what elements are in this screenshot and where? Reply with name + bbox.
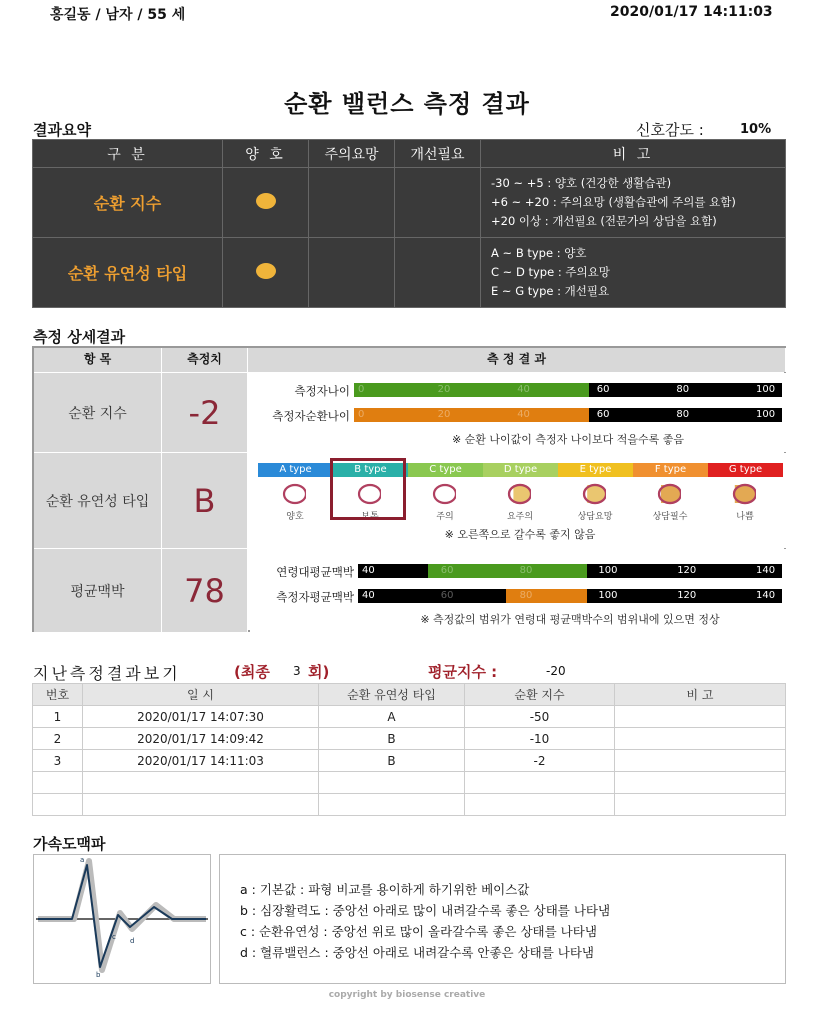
table-cell: B bbox=[319, 750, 465, 772]
average-index-value: -20 bbox=[546, 664, 566, 678]
table-cell: -10 bbox=[465, 728, 615, 750]
table-cell bbox=[615, 706, 786, 728]
table-row bbox=[33, 706, 786, 728]
legend-item: b : 심장활력도 : 중앙선 아래로 많이 내려갈수록 좋은 상태를 나타냄 bbox=[240, 903, 611, 918]
table-cell bbox=[319, 794, 465, 816]
tick-label: 40 bbox=[517, 409, 530, 420]
history-count-suffix: 회) bbox=[308, 663, 330, 681]
type-label: F type bbox=[633, 463, 708, 477]
detail-panel bbox=[32, 346, 786, 632]
table-cell bbox=[83, 772, 319, 794]
type-circle-label: 주의 bbox=[436, 512, 454, 522]
tick-label: 60 bbox=[596, 409, 610, 420]
col-header: 순환 지수 bbox=[465, 684, 615, 706]
type-label: G type bbox=[708, 463, 783, 477]
average-index-label: 평균지수 : bbox=[428, 663, 498, 681]
tick-label: 60 bbox=[596, 384, 610, 395]
bar-label: 연령대평균맥박 bbox=[276, 565, 354, 579]
type-circle-label: 요주의 bbox=[506, 512, 534, 522]
tick-label: 40 bbox=[362, 565, 375, 576]
summary-table bbox=[32, 139, 786, 308]
table-row bbox=[33, 728, 786, 750]
col-header: 주의요망 bbox=[309, 140, 395, 168]
tick-label: 20 bbox=[437, 409, 451, 420]
circ-index-result bbox=[250, 373, 786, 452]
history-title: 지난측정결과보기 bbox=[33, 664, 181, 683]
table-cell: 2020/01/17 14:11:03 bbox=[83, 750, 319, 772]
table-cell: 2020/01/17 14:07:30 bbox=[83, 706, 319, 728]
bar-label: 측정자평균맥박 bbox=[276, 590, 354, 604]
type-circle-label: 양호 bbox=[286, 512, 304, 522]
row-label: 순환 지수 bbox=[34, 372, 162, 452]
col-header: 비 고 bbox=[481, 140, 786, 168]
apg-waveform bbox=[33, 854, 211, 984]
table-cell: 2020/01/17 14:09:42 bbox=[83, 728, 319, 750]
col-header: 비 고 bbox=[615, 684, 786, 706]
point-b-label: b bbox=[96, 971, 101, 979]
col-header: 일 시 bbox=[83, 684, 319, 706]
detail-section-title: 측정 상세결과 bbox=[33, 328, 126, 346]
type-circle-icon bbox=[282, 483, 306, 505]
tick-label: 60 bbox=[440, 565, 454, 576]
type-circle-icon bbox=[432, 483, 456, 505]
apg-legend bbox=[219, 854, 786, 984]
tick-label: 100 bbox=[598, 565, 618, 576]
table-cell bbox=[615, 794, 786, 816]
note-cell: A ~ B type : 양호 C ~ D type : 주의요망 E ~ G type : 개선필요 bbox=[481, 238, 786, 308]
col-header: 번호 bbox=[33, 684, 83, 706]
type-circle-icon bbox=[732, 483, 756, 505]
tick-label: 0 bbox=[358, 409, 365, 420]
table-cell: 2 bbox=[33, 728, 83, 750]
type-circle-label: 나쁨 bbox=[736, 512, 754, 522]
apg-section-title: 가속도맥파 bbox=[33, 835, 106, 853]
table-cell: -50 bbox=[465, 706, 615, 728]
summary-section-title: 결과요약 bbox=[33, 121, 91, 139]
tick-label: 100 bbox=[756, 384, 776, 395]
report-datetime: 2020/01/17 14:11:03 bbox=[610, 4, 773, 20]
table-cell: A bbox=[319, 706, 465, 728]
row-label: 순환 유연성 타입 bbox=[33, 238, 223, 308]
point-a-label: a bbox=[80, 856, 85, 864]
table-cell bbox=[33, 794, 83, 816]
tick-label: 100 bbox=[756, 409, 776, 420]
page-title: 순환 밸런스 측정 결과 bbox=[284, 90, 530, 118]
status-cell bbox=[223, 238, 309, 308]
table-row bbox=[33, 772, 786, 794]
type-circle-label: 상담필수 bbox=[652, 512, 688, 522]
measured-value: -2 bbox=[162, 372, 248, 452]
note-cell: -30 ~ +5 : 양호 (건강한 생활습관) +6 ~ +20 : 주의요망 (생활습관에 주의를 요함) +20 이상 : 개선필요 (전문가의 상담을 요함) bbox=[481, 168, 786, 238]
age-group-pulse-bar bbox=[358, 564, 782, 578]
note-text: ※ 순환 나이값이 측정자 나이보다 적을수록 좋음 bbox=[451, 433, 685, 446]
row-label: 순환 지수 bbox=[33, 168, 223, 238]
table-cell bbox=[83, 794, 319, 816]
tick-label: 40 bbox=[517, 384, 530, 395]
tick-label: 80 bbox=[519, 565, 533, 576]
tick-label: 120 bbox=[677, 565, 697, 576]
tick-label: 140 bbox=[756, 590, 776, 601]
col-header: 순환 유연성 타입 bbox=[319, 684, 465, 706]
history-table bbox=[32, 683, 786, 816]
col-header: 측정치 bbox=[162, 348, 248, 372]
note-text: ※ 오른쪽으로 갈수록 좋지 않음 bbox=[444, 528, 596, 541]
table-cell bbox=[615, 728, 786, 750]
row-label: 순환 유연성 타입 bbox=[34, 452, 162, 548]
tick-label: 140 bbox=[756, 565, 776, 576]
table-cell bbox=[319, 772, 465, 794]
status-cell bbox=[223, 168, 309, 238]
table-cell bbox=[465, 772, 615, 794]
bar-label: 측정자나이 bbox=[294, 384, 350, 398]
tick-label: 80 bbox=[676, 384, 690, 395]
measured-value: 78 bbox=[162, 548, 248, 632]
tick-label: 20 bbox=[437, 384, 451, 395]
col-header: 측 정 결 과 bbox=[248, 348, 786, 372]
type-circle-icon bbox=[657, 483, 681, 505]
type-label: D type bbox=[483, 463, 558, 477]
tick-label: 60 bbox=[440, 590, 454, 601]
point-c-label: c bbox=[112, 933, 116, 941]
col-header: 개선필요 bbox=[395, 140, 481, 168]
type-label: A type bbox=[258, 463, 333, 477]
point-d-label: d bbox=[130, 937, 135, 945]
bar-label: 측정자순환나이 bbox=[272, 409, 350, 423]
legend-item: c : 순환유연성 : 중앙선 위로 많이 올라갈수록 좋은 상태를 나타냄 bbox=[240, 924, 597, 939]
table-cell bbox=[465, 794, 615, 816]
type-circle-icon bbox=[507, 483, 531, 505]
note-text: ※ 측정값의 범위가 연령대 평균맥박수의 범위내에 있으면 정상 bbox=[420, 613, 720, 626]
history-count-prefix: (최종 bbox=[234, 663, 270, 681]
signal-sensitivity-value: 10% bbox=[740, 122, 772, 137]
tick-label: 80 bbox=[519, 590, 533, 601]
age-bar bbox=[354, 383, 782, 397]
table-cell bbox=[615, 750, 786, 772]
table-cell bbox=[33, 772, 83, 794]
type-circle-label: 보통 bbox=[361, 512, 379, 522]
circ-age-bar bbox=[354, 408, 782, 422]
tick-label: 0 bbox=[358, 384, 365, 395]
type-label: B type bbox=[333, 463, 408, 477]
col-header: 항 목 bbox=[34, 348, 162, 372]
pulse-result bbox=[250, 549, 786, 632]
measured-pulse-bar bbox=[358, 589, 782, 603]
col-header: 양 호 bbox=[223, 140, 309, 168]
history-count-value: 3 bbox=[293, 664, 301, 678]
tick-label: 80 bbox=[676, 409, 690, 420]
table-cell bbox=[615, 772, 786, 794]
type-label: E type bbox=[558, 463, 633, 477]
copyright: copyright by biosense creative bbox=[328, 990, 486, 1000]
row-label: 평균맥박 bbox=[34, 548, 162, 632]
type-circle-icon bbox=[582, 483, 606, 505]
selected-type-box bbox=[330, 458, 406, 520]
tick-label: 120 bbox=[677, 590, 697, 601]
table-cell: 1 bbox=[33, 706, 83, 728]
table-cell: 3 bbox=[33, 750, 83, 772]
table-row bbox=[33, 794, 786, 816]
col-header: 구 분 bbox=[33, 140, 223, 168]
table-row bbox=[33, 750, 786, 772]
table-cell: -2 bbox=[465, 750, 615, 772]
signal-sensitivity-label: 신호감도 : bbox=[636, 121, 704, 139]
tick-label: 40 bbox=[362, 590, 375, 601]
apg-waveform-chart bbox=[34, 855, 210, 983]
legend-item: a : 기본값 : 파형 비교를 용이하게 하기위한 베이스값 bbox=[240, 882, 530, 897]
status-dot-icon bbox=[256, 263, 276, 279]
patient-info: 홍길동 / 남자 / 55 세 bbox=[50, 7, 186, 23]
measured-value: B bbox=[162, 452, 248, 548]
type-circle-label: 상담요망 bbox=[577, 512, 613, 522]
type-label: C type bbox=[408, 463, 483, 477]
legend-item: d : 혈류밸런스 : 중앙선 아래로 내려갈수록 안좋은 상태를 나타냄 bbox=[240, 945, 594, 960]
table-cell: B bbox=[319, 728, 465, 750]
flex-type-result bbox=[250, 453, 786, 548]
tick-label: 100 bbox=[598, 590, 618, 601]
status-dot-icon bbox=[256, 193, 276, 209]
